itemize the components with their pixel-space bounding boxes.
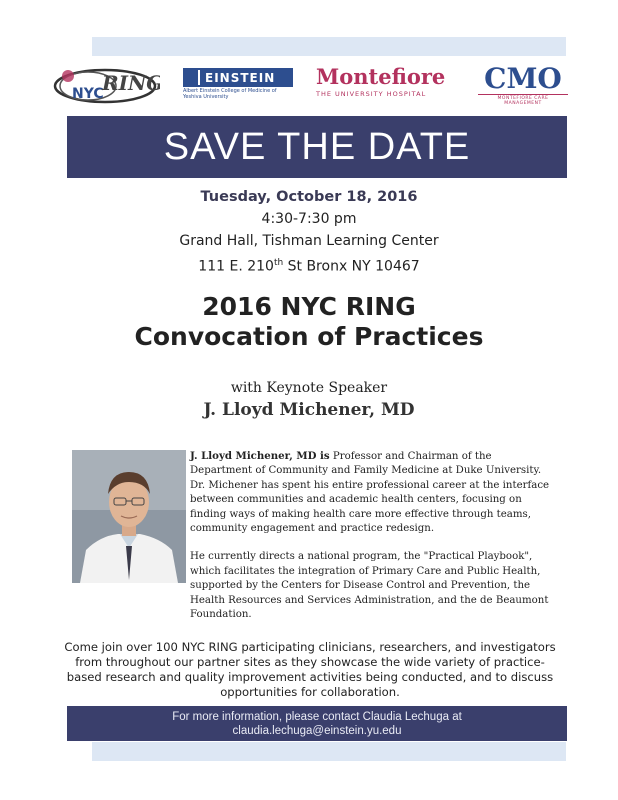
montefiore-subtitle: THE UNIVERSITY HOSPITAL [316,90,427,98]
speaker-photo [72,450,186,583]
einstein-logo [183,68,293,100]
einstein-name: EINSTEIN [205,70,276,85]
speaker-portrait-image [72,450,186,583]
event-date: Tuesday, October 18, 2016 [200,189,418,205]
bio-paragraph-1: J. Lloyd Michener, MD is Professor and Chairman of the Department of Community and Family Medicine at Duke University. Dr. Michener has spent his entire professional career at the interface between communities and academic health centers, focusing on finding ways of making health care more effective through teams, community engagement and practice redesign. [190,450,550,535]
keynote-intro: with Keynote Speaker [230,380,388,396]
keynote-speaker-name: J. Lloyd Michener, MD [203,400,415,420]
cmo-name: CMO [484,62,562,95]
bio-paragraph-2: He currently directs a national program, the "Practical Playbook", which facilitates the integration of Primary Care and Public Health, supported by the Centers for Disease Control and Prevention, the Health Resources and Services Administration, and the de Beaumont Foundation. [190,551,549,621]
event-details [0,186,618,278]
einstein-subtitle: Albert Einstein College of Medicine of Yeshiva University [183,88,277,100]
nyc-ring-logo [50,62,160,108]
montefiore-name: Montefiore [316,64,446,89]
event-title-line1: 2016 NYC RING [202,292,416,321]
closing-paragraph: Come join over 100 NYC RING participating clinicians, researchers, and investigators from throughout our partner sites as they showcase the wide variety of practice-based research and quality improvement activities being conducted, and to discuss opportunities for collaboration. [64,640,556,699]
contact-text: For more information, please contact Claudia Lechuga at [172,710,462,723]
event-venue: Grand Hall, Tishman Learning Center [179,233,439,249]
banner-title: SAVE THE DATE [163,125,471,168]
bottom-decorative-band [92,742,566,761]
einstein-shield-icon [186,70,200,85]
speaker-bio [190,449,552,636]
event-address: 111 E. 210th St Bronx NY 10467 [198,258,420,275]
event-time: 4:30-7:30 pm [261,211,357,227]
save-the-date-banner [67,116,567,178]
nyc-ring-logo-mark [50,62,160,108]
event-title-line2: Convocation of Practices [134,322,484,351]
contact-banner [67,706,567,741]
montefiore-logo [316,66,446,98]
cmo-subtitle: MONTEFIORE CARE MANAGEMENT [478,94,568,106]
cmo-logo [478,64,568,106]
keynote-section [0,378,618,422]
event-title [0,292,618,352]
logo-row [0,62,618,108]
svg-text:RING: RING [102,71,160,95]
svg-text:NYC: NYC [72,86,104,102]
top-decorative-band [92,37,566,56]
contact-email[interactable]: claudia.lechuga@einstein.yu.edu [232,724,402,737]
